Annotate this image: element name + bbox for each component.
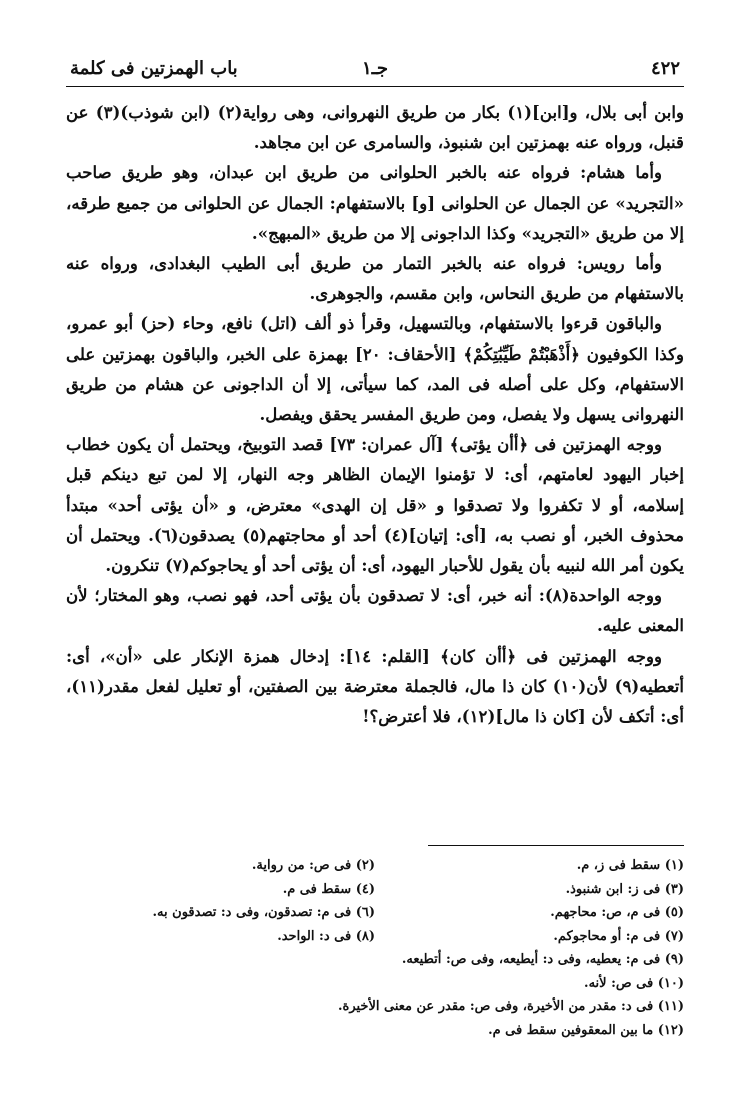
footnote-10: (١٠) فى ص: لأنه.	[584, 975, 684, 991]
paragraph: ووجه الهمزتين فى ﴿أأن يؤتى﴾ [آل عمران: ٧٣] قصد التوبيخ، ويحتمل أن يكون خطاب إخبار اليهود لعامتهم، أى: لا تؤمنوا الإيمان الظاهر وجه النهار، إلا لمن تبع دينكم قبل إسلامه، أو لا تكفروا ولا تصدقوا و «قل إن الهدى» معترض، و «أن يؤتى أحد» مبتدأ محذوف الخبر، أو نصب به، [أى: إتيان](٤) أحد أو محاجتهم(٥) يصدقون(٦). ويحتمل أن يكون أمر الله لنبيه بأن يقول للأحبار اليهود، أى: أن يؤتى أحد أو يحاجوكم(٧) تنكرون.	[66, 434, 684, 576]
footnote-5: (٥) فى م، ص: محاجهم.	[550, 905, 684, 920]
footnote-row	[66, 901, 684, 925]
footnotes	[66, 854, 684, 1042]
main-text	[66, 97, 684, 731]
paragraph: وأما هشام: فرواه عنه بالخبر الحلوانى من طريق ابن عبدان، وهو طريق صاحب «التجريد» عن الجمال عن الحلوانى [و] بالاستفهام: الجمال عن الحلوانى من جميع طرقه، إلا من طريق «التجريد» وكذا الداجونى إلا من طريق «المبهج».	[66, 162, 684, 243]
paragraph: ووجه الهمزتين فى ﴿أأن كان﴾ [القلم: ١٤]: إدخال همزة الإنكار على «أن»، أى: أتعطيه(٩) لأن(١٠) كان ذا مال، فالجملة معترضة بين الصفتين، أو تعليل لفعل مقدر(١١)، أى: أتكف لأن [كان ذا مال](١٢)، فلا أعترض؟!	[66, 645, 684, 727]
running-header	[66, 52, 684, 87]
footnote-7: (٧) فى م: أو محاجوكم.	[553, 928, 684, 944]
paragraph: وأما رويس: فرواه عنه بالخبر التمار من طريق أبى الطيب البغدادى، ورواه عنه بالاستفهام من طريق النحاس، وابن مقسم، والجوهرى.	[66, 253, 684, 304]
chapter-title: باب الهمزتين فى كلمة	[70, 58, 238, 79]
footnote-4: (٤) سقط فى م.	[282, 881, 375, 897]
footnote-row	[66, 925, 684, 949]
footnote-9: (٩) فى م: يعطيه، وفى د: أيطيعه، وفى ص: أتطيعه.	[401, 952, 684, 967]
page-number: ٤٢٢	[650, 58, 680, 79]
footnote-8: (٨) فى د: الواحد.	[277, 928, 375, 944]
footnote-2: (٢) فى ص: من رواية.	[251, 858, 375, 873]
footnote-divider	[428, 845, 684, 846]
footnote-6: (٦) فى م: تصدقون، وفى د: تصدقون به.	[152, 905, 375, 920]
footnote-1: (١) سقط فى ز، م.	[576, 858, 684, 873]
volume-number: جـ١	[361, 58, 389, 79]
paragraph: وابن أبى بلال، و[ابن](١) بكار من طريق النهروانى، وهى رواية(٢) (ابن شوذب)(٣) عن قنبل، ورواه عنه بهمزتين ابن شنبوذ، والسامرى عن ابن مجاهد.	[66, 102, 684, 153]
paragraph: والباقون قرءوا بالاستفهام، وبالتسهيل، وقرأ ذو ألف (اتل) نافع، وحاء (حز) أبو عمرو، وكذا الكوفيون ﴿أَذْهَبْتُمْ طَيِّبَٰتِكُمْ﴾ [الأحقاف: ٢٠] بهمزة على الخبر، والباقون بهمزتين على الاستفهام، وكل على أصله فى المد، كما سيأتى، إلا أن الداجونى عن هشام من طريق النهروانى يسهل ولا يفصل، ومن طريق المفسر يحقق ويفصل.	[66, 313, 685, 425]
footnote-row	[66, 854, 684, 878]
footnote-12: (١٢) ما بين المعقوفين سقط فى م.	[488, 1022, 684, 1038]
footnote-row	[66, 878, 684, 902]
footnote-11: (١١) فى د: مقدر من الأخيرة، وفى ص: مقدر عن معنى الأخيرة.	[338, 999, 684, 1014]
paragraph: ووجه الواحدة(٨): أنه خبر، أى: لا تصدقون بأن يؤتى أحد، فهو نصب، وهو المختار؛ لأن المعنى عليه.	[66, 585, 684, 636]
footnote-3: (٣) فى ز: ابن شنبوذ.	[565, 881, 684, 897]
